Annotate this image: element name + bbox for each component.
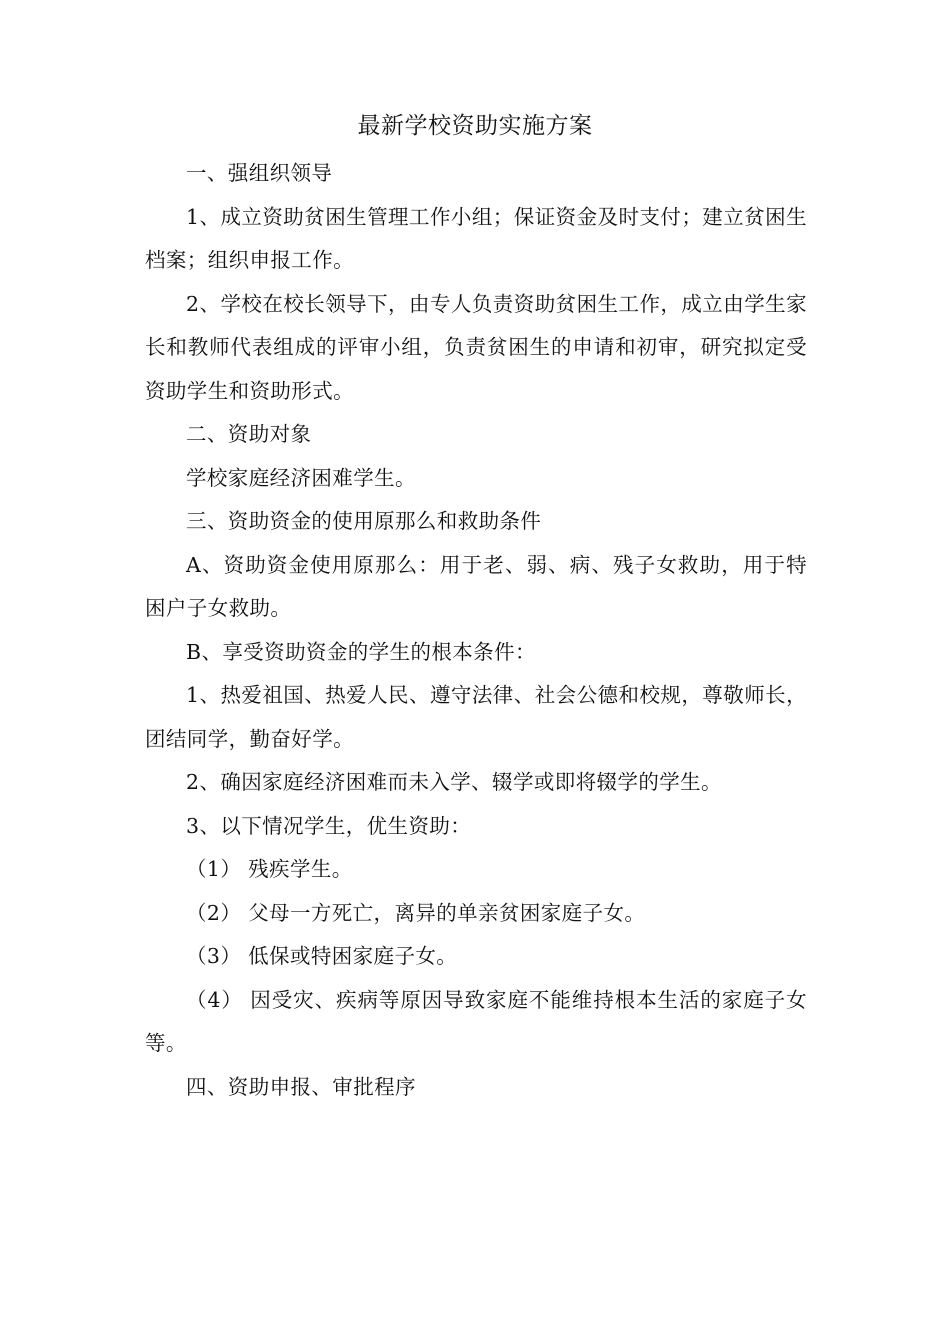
document-body	[145, 152, 807, 1109]
section-heading-funding-principles: 三、资助资金的使用原那么和救助条件	[186, 509, 542, 533]
paragraph-principle-a: A、资助资金使用原那么：用于老、弱、病、残子女救助，用于特困户子女救助。	[145, 552, 807, 620]
list-item-low-income: （3） 低保或特困家庭子女。	[186, 944, 458, 968]
paragraph-targets: 学校家庭经济困难学生。	[186, 465, 416, 490]
paragraph-condition-3: 3、以下情况学生，优生资助：	[186, 813, 472, 838]
document-title: 最新学校资助实施方案	[357, 113, 593, 139]
section-heading-application-process: 四、资助申报、审批程序	[186, 1074, 416, 1099]
section-heading-organization: 一、强组织领导	[186, 161, 333, 185]
paragraph-condition-2: 2、确因家庭经济困难而未入学、辍学或即将辍学的学生。	[186, 770, 722, 794]
paragraph-condition-1: 1、热爱祖国、热爱人民、遵守法律、社会公德和校规，尊敬师长，团结同学，勤奋好学。	[145, 683, 807, 751]
list-item-disaster-illness: （4） 因受灾、疾病等原因导致家庭不能维持根本生活的家庭子女等。	[145, 987, 807, 1055]
paragraph-organization-2: 2、学校在校长领导下，由专人负责资助贫困生工作，成立由学生家长和教师代表组成的评审小组，负责贫困生的申请和初审，研究拟定受资助学生和资助形式。	[145, 291, 807, 403]
list-item-disabled-students: （1） 残疾学生。	[186, 857, 353, 881]
section-heading-targets: 二、资助对象	[186, 422, 312, 446]
paragraph-organization-1: 1、成立资助贫困生管理工作小组；保证资金及时支付；建立贫困生档案；组织申报工作。	[145, 204, 807, 272]
paragraph-principle-b: B、享受资助资金的学生的根本条件：	[186, 639, 536, 664]
list-item-single-parent: （2） 父母一方死亡，离异的单亲贫困家庭子女。	[186, 900, 646, 925]
